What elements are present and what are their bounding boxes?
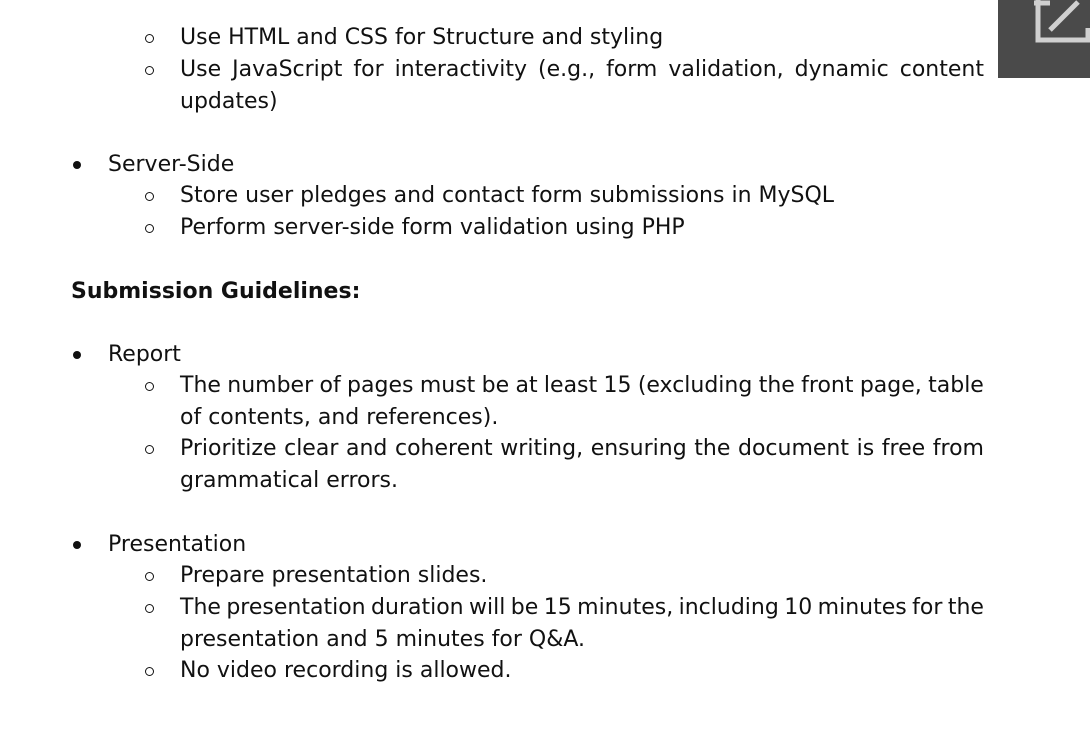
word: dynamic xyxy=(794,57,889,82)
report-item-1-line-2: of contents, and references). xyxy=(180,405,499,430)
client-side-item-1: Use HTML and CSS for Structure and styling xyxy=(180,25,664,50)
word: The xyxy=(180,373,221,398)
word: free xyxy=(881,436,926,461)
word: of xyxy=(319,373,341,398)
word: Prioritize xyxy=(180,436,277,461)
word: coherent xyxy=(394,436,493,461)
server-side-item-2: Perform server-side form validation using PHP xyxy=(180,215,685,240)
word: content xyxy=(899,57,984,82)
word: for xyxy=(353,57,384,82)
report-item-1-line-1 xyxy=(180,370,984,402)
sub-bullet xyxy=(145,192,154,201)
word: ensuring xyxy=(590,436,687,461)
bullet xyxy=(73,541,81,549)
word: presentation xyxy=(226,595,366,620)
sub-bullet xyxy=(145,66,154,75)
sub-bullet xyxy=(145,224,154,233)
word: writing, xyxy=(500,436,584,461)
word: form xyxy=(606,57,658,82)
word: interactivity xyxy=(394,57,527,82)
word: and xyxy=(345,436,388,461)
bullet xyxy=(73,351,81,359)
word: clear xyxy=(284,436,339,461)
presentation-label: Presentation xyxy=(108,532,247,557)
report-item-2-line-2: grammatical errors. xyxy=(180,468,398,493)
report-label: Report xyxy=(108,342,181,367)
word: from xyxy=(932,436,984,461)
word: pages xyxy=(347,373,414,398)
word: front xyxy=(801,373,854,398)
word: (e.g., xyxy=(538,57,596,82)
word: minutes, xyxy=(577,595,674,620)
word: the xyxy=(694,436,731,461)
word: validation, xyxy=(668,57,784,82)
word: least xyxy=(543,373,598,398)
word: 10 xyxy=(784,595,813,620)
word: Use xyxy=(180,57,222,82)
sub-bullet xyxy=(145,667,154,676)
presentation-item-2-line-2: presentation and 5 minutes for Q&A. xyxy=(180,627,586,652)
word: number xyxy=(227,373,314,398)
report-item-2-line-1 xyxy=(180,433,984,465)
word: must xyxy=(419,373,476,398)
server-side-label: Server-Side xyxy=(108,152,235,177)
sub-bullet xyxy=(145,572,154,581)
word: for xyxy=(912,595,943,620)
word: JavaScript xyxy=(232,57,343,82)
word: minutes xyxy=(817,595,907,620)
submission-guidelines-heading: Submission Guidelines: xyxy=(71,279,361,304)
sub-bullet xyxy=(145,382,154,391)
word: The xyxy=(180,595,221,620)
edit-button[interactable] xyxy=(998,0,1090,78)
server-side-item-1: Store user pledges and contact form submissions in MySQL xyxy=(180,183,835,208)
word: the xyxy=(947,595,984,620)
client-side-item-2-line-2: updates) xyxy=(180,89,278,114)
bullet xyxy=(73,161,81,169)
presentation-item-1: Prepare presentation slides. xyxy=(180,563,488,588)
word: be xyxy=(510,595,539,620)
presentation-item-2-line-1 xyxy=(180,592,984,624)
word: be xyxy=(481,373,510,398)
edit-icon xyxy=(1028,0,1090,44)
presentation-item-3: No video recording is allowed. xyxy=(180,658,512,683)
word: at xyxy=(515,373,538,398)
word: duration xyxy=(371,595,464,620)
word: document xyxy=(737,436,849,461)
word: 15 xyxy=(543,595,572,620)
sub-bullet xyxy=(145,604,154,613)
word: including xyxy=(678,595,779,620)
word: is xyxy=(856,436,875,461)
word: (excluding xyxy=(637,373,753,398)
client-side-item-2-line-1 xyxy=(180,54,984,86)
word: 15 xyxy=(603,373,632,398)
sub-bullet xyxy=(145,34,154,43)
word: page, xyxy=(859,373,922,398)
sub-bullet xyxy=(145,445,154,454)
word: the xyxy=(758,373,795,398)
word: table xyxy=(928,373,984,398)
word: will xyxy=(469,595,506,620)
